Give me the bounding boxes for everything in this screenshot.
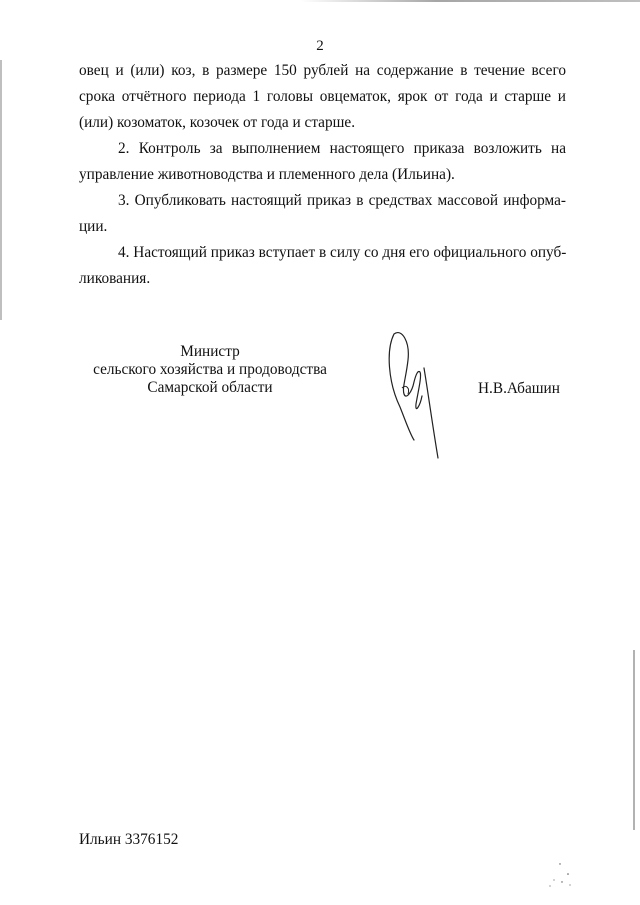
- paragraph-4-line-2: ликования.: [79, 270, 151, 287]
- scan-edge-left: [0, 60, 2, 320]
- paragraph-2-line-2: управление животноводства и племенного дела (Ильина).: [79, 166, 455, 183]
- paragraph-2: [79, 136, 566, 188]
- handwritten-signature: [380, 322, 460, 462]
- paragraph-3-line-1: 3. Опубликовать настоящий приказ в средствах массовой информа-: [118, 192, 566, 209]
- executor-info: Ильин 3376152: [79, 831, 179, 848]
- paragraph-2-line-1: 2. Контроль за выполнением настоящего приказа возложить на: [118, 140, 566, 157]
- page-number: 2: [316, 38, 324, 54]
- signatory-position: [60, 343, 360, 397]
- paragraph-4-line-1: 4. Настоящий приказ вступает в силу со дня его официального опуб-: [118, 244, 567, 261]
- paragraph-1-line-1: овец и (или) коз, в размере 150 рублей на содержание в течение всего: [79, 62, 566, 79]
- paragraph-3-line-2: ции.: [79, 218, 108, 235]
- position-line-2: сельского хозяйства и продоводства: [93, 361, 327, 378]
- document-body: [79, 58, 566, 292]
- position-line-3: Самарской области: [147, 379, 273, 396]
- paragraph-1-line-3: (или) козоматок, козочек от года и старше.: [79, 114, 356, 131]
- paragraph-1: [79, 58, 566, 136]
- paragraph-4: [79, 240, 566, 292]
- position-line-1: Министр: [180, 343, 240, 360]
- signatory-name: Н.В.Абашин: [478, 380, 560, 397]
- paragraph-3: [79, 188, 566, 240]
- scan-edge-right: [633, 650, 635, 830]
- scan-specks: [540, 860, 580, 890]
- scan-edge-top: [300, 0, 640, 2]
- paragraph-1-line-2: срока отчётного периода 1 головы овцематок, ярок от года и старше и: [79, 88, 566, 105]
